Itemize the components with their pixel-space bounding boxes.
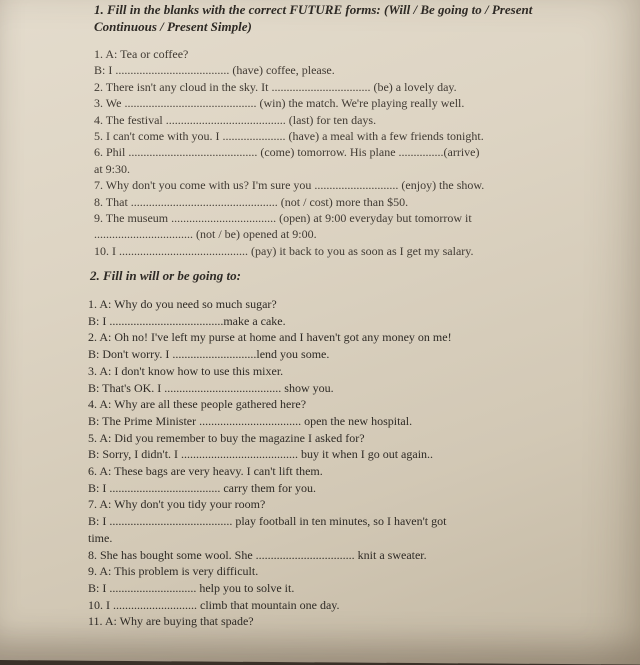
section1-exercise (94, 46, 604, 259)
exercise-line: at 9:30. (94, 161, 130, 176)
exercise-line: B: Don't worry. I ............................lend you some. (88, 347, 330, 362)
exercise-line: 10. I ........................................... (pay) it back to you as soon as I get my salary. (94, 243, 474, 258)
exercise-line: 4. The festival ........................................ (last) for ten days. (94, 112, 377, 127)
exercise-line: B: I ......................................make a cake. (88, 313, 286, 328)
section2-exercise (88, 296, 608, 630)
exercise-line: B: I ......................................... play football in ten minutes, so I haven't got (88, 514, 447, 529)
section1-title-line2: Continuous / Present Simple) (94, 19, 252, 34)
exercise-line: B: The Prime Minister .................................. open the new hospital. (88, 413, 413, 428)
exercise-line: 6. A: These bags are very heavy. I can't lift them. (88, 464, 323, 479)
exercise-line: B: I ............................. help you to solve it. (88, 580, 295, 595)
exercise-line: 5. I can't come with you. I ..................... (have) a meal with a few friends tonight. (94, 129, 484, 144)
exercise-line: 10. I ............................ climb that mountain one day. (88, 597, 340, 612)
exercise-line: B: Sorry, I didn't. I ....................................... buy it when I go out again.. (88, 447, 434, 462)
exercise-line: 1. A: Tea or coffee? (94, 47, 189, 61)
exercise-line: 2. A: Oh no! I've left my purse at home and I haven't got any money on me! (88, 330, 452, 345)
exercise-line: 9. A: This problem is very difficult. (88, 564, 259, 579)
section1-header (94, 0, 594, 34)
section2-title: 2. Fill in will or be going to: (90, 268, 241, 283)
section1-title-line1: 1. Fill in the blanks with the correct FUTURE forms: (Will / Be going to / Present (94, 2, 533, 17)
exercise-line: 11. A: Why are buying that spade? (88, 614, 254, 629)
exercise-line: 3. A: I don't know how to use this mixer. (88, 363, 284, 378)
exercise-line: 1. A: Why do you need so much sugar? (88, 297, 277, 311)
exercise-line: 8. She has bought some wool. She ................................. knit a sweater. (88, 547, 427, 562)
exercise-line: 3. We ............................................ (win) the match. We're playing really well. (94, 96, 465, 111)
exercise-line: ................................. (not / be) opened at 9:00. (94, 227, 317, 242)
exercise-line: 8. That ................................................. (not / cost) more than $50. (94, 194, 409, 209)
exercise-line: B: I ...................................... (have) coffee, please. (94, 63, 335, 78)
exercise-line: 2. There isn't any cloud in the sky. It ................................. (be) a lovely day. (94, 79, 457, 94)
exercise-line: time. (88, 530, 113, 545)
exercise-line: 7. A: Why don't you tidy your room? (88, 497, 266, 512)
exercise-line: B: I ..................................... carry them for you. (88, 480, 316, 495)
exercise-line: 4. A: Why are all these people gathered here? (88, 397, 307, 412)
exercise-line: 5. A: Did you remember to buy the magazine I asked for? (88, 430, 365, 445)
exercise-line: 6. Phil ........................................... (come) tomorrow. His plane ...............(arrive) (94, 145, 480, 160)
exercise-line: 7. Why don't you come with us? I'm sure you ............................ (enjoy) the show. (94, 178, 485, 193)
exercise-line: 9. The museum ................................... (open) at 9:00 everyday but tomorrow it (94, 211, 472, 226)
exercise-line: B: That's OK. I ....................................... show you. (88, 380, 334, 395)
